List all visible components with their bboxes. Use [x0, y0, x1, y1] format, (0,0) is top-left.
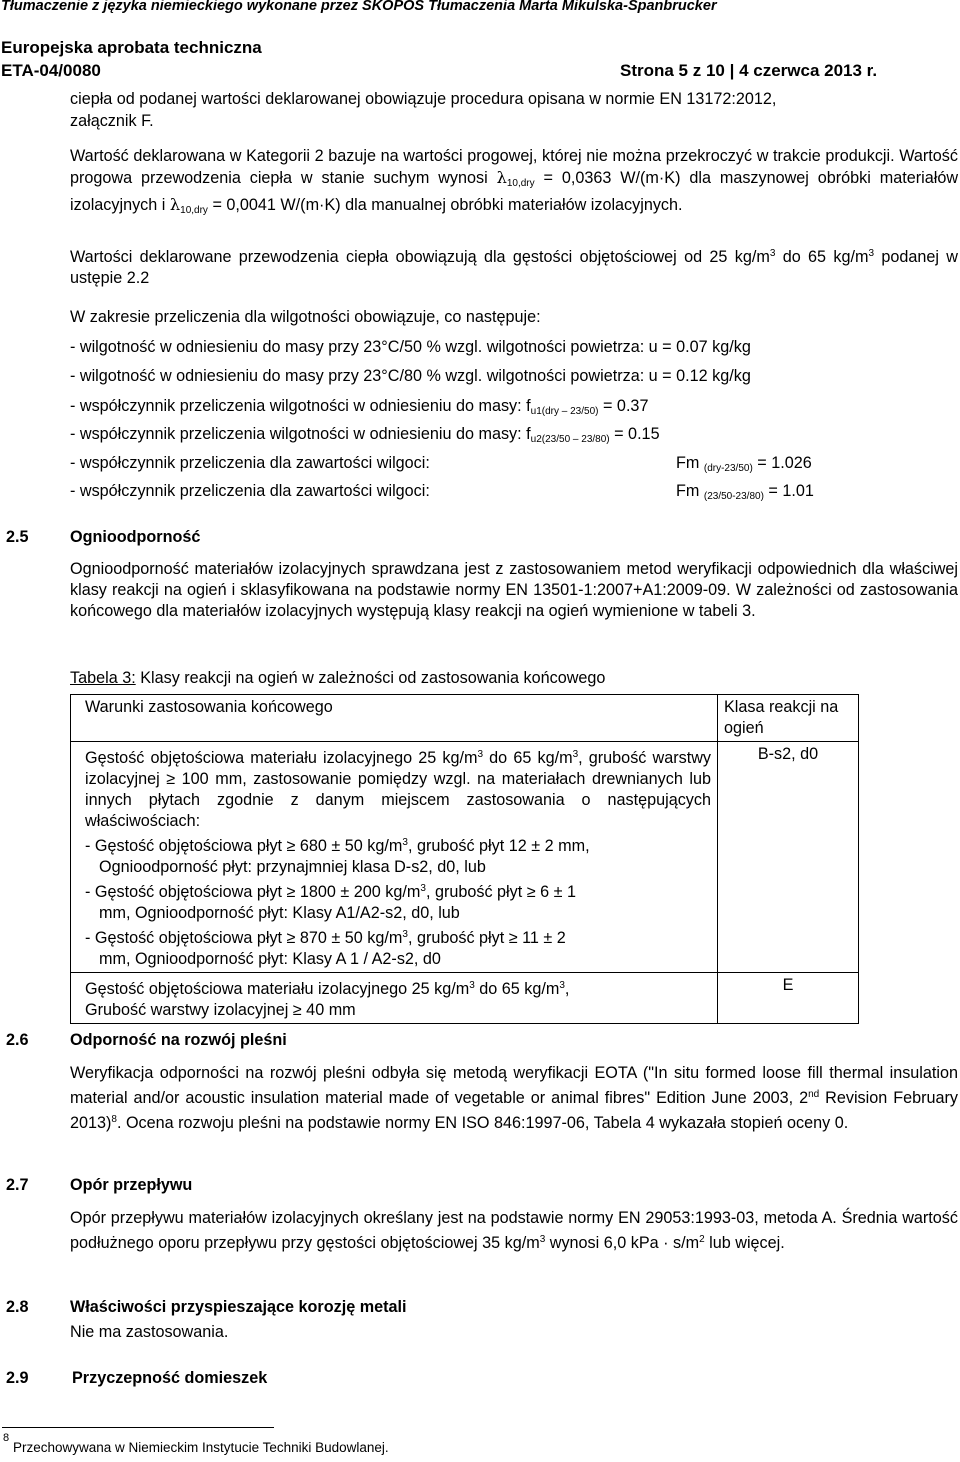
section-2-8-body: Nie ma zastosowania. [70, 1323, 229, 1341]
section-2-5-body: Ognioodporność materiałów izolacyjnych sprawdzana jest z zastosowaniem metod weryfikacji odpowiednich dla właściwej klasy reakcji na ogień i sklasyfikowana na podstawie normy EN 13501-1:2007+A1:2009-09. W zależności od zastosowania końcowego dla materiałów izolacyjnych występują klasy reakcji na ogień wymienione w tabeli 3. [70, 560, 958, 620]
document-number: ETA-04/0080 [1, 61, 101, 80]
section-2-6-number: 2.6 [6, 1031, 29, 1049]
declared-values-paragraph: Wartości deklarowane przewodzenia ciepła obowiązują dla gęstości objętościowej od 25 $kg/m^3$ do 65 $kg/m^3$ podanej w ustępie 2.2 [70, 248, 958, 287]
content-factor-2-value: Fm $_{(23/50-23/80)}$ = 1.01 [676, 482, 814, 502]
section-2-7-body: Opór przepływu materiałów izolacyjnych określany jest na podstawie normy EN 29053:1993-03, metoda A. Średnia wartość podłużnego oporu przepływu przy gęstości objętościowej 35 $kg/m^3$ wynosi 6,0 kPa · $s/m^2$ lub więcej. [70, 1209, 958, 1252]
moisture-line-2: - wilgotność w odniesieniu do masy przy 23°C/80 % wzgl. wilgotności powietrza: u = 0.12 kg/kg [70, 367, 751, 385]
section-2-7-title: Opór przepływu [70, 1176, 193, 1194]
table-3-caption: Tabela 3: Klasy reakcji na ogień w zależności od zastosowania końcowego [70, 669, 606, 687]
conversion-intro: W zakresie przeliczenia dla wilgotności obowiązuje, co następuje: [70, 308, 541, 326]
footnote-text: Przechowywana w Niemieckim Instytucie Techniki Budowlanej. [13, 1440, 389, 1455]
table-row [71, 973, 859, 1024]
footnote-number: 8 [3, 1432, 10, 1444]
moisture-line-1: - wilgotność w odniesieniu do masy przy 23°C/50 % wzgl. wilgotności powietrza: u = 0.07 kg/kg [70, 338, 751, 356]
table-header-conditions: Warunki zastosowania końcowego [71, 695, 718, 742]
section-2-9-number: 2.9 [6, 1369, 29, 1387]
factor-line-1: - współczynnik przeliczenia wilgotności w odniesieniu do masy: $f_{u1(dry - 23/50)} = 0.37$ [70, 397, 649, 417]
page-info: Strona 5 z 10 | 4 czerwca 2013 r. [620, 61, 878, 80]
content-factor-1-value: Fm $_{(dry-23/50)}$ = 1.026 [676, 454, 812, 474]
fire-class-table [70, 694, 859, 1024]
intro-line-2: załącznik F. [70, 112, 154, 130]
section-2-8-title: Właściwości przyspieszające korozję metali [70, 1298, 407, 1316]
section-2-5-title: Ognioodporność [70, 528, 201, 546]
table-row [71, 742, 859, 973]
table-cell-class-1: B-s2, d0 [718, 742, 859, 973]
category-2-paragraph: Wartość deklarowana w Kategorii 2 bazuje na wartości progowej, której nie można przekroczyć w trakcie produkcji. Wartość progowa przewodzenia ciepła w stanie suchym wynosi $\lambda_{10,dry} = 0,0363$ W/(m·K) dla maszynowej obróbki materiałów izolacyjnych i $\lambda_{10,dry} = 0,0041$ W/(m·K) dla manualnej obróbki materiałów izolacyjnych. [70, 147, 959, 216]
section-2-7-number: 2.7 [6, 1176, 29, 1194]
document-title: Europejska aprobata techniczna [1, 38, 262, 57]
footnote-separator [2, 1427, 274, 1428]
factor-line-2: - współczynnik przeliczenia wilgotności w odniesieniu do masy: $f_{u2(23/50 - 23/80)} = 0.15$ [70, 425, 660, 445]
section-2-9-title: Przyczepność domieszek [72, 1369, 268, 1387]
section-2-6-body: Weryfikacja odporności na rozwój pleśni odbyła się metodą weryfikacji EOTA ("In situ formed loose fill thermal insulation material and/or acoustic insulation material made of vegetable or animal fibres" Edition June 2003, 2nd Revision February 2013)$^8$. Ocena rozwoju pleśni na podstawie normy EN ISO 846:1997-06, Tabela 4 wykazała stopień oceny 0. [70, 1064, 958, 1132]
content-factor-1-label: - współczynnik przeliczenia dla zawartości wilgoci: [70, 454, 430, 472]
section-2-5-number: 2.5 [6, 528, 29, 546]
content-factor-2-label: - współczynnik przeliczenia dla zawartości wilgoci: [70, 482, 430, 500]
table-cell-conditions-2: Gęstość objętościowa materiału izolacyjnego 25 $kg/m^3$ do 65 $kg/m^3$, Grubość warstwy izolacyjnej ≥ 40 mm [71, 973, 718, 1024]
section-2-8-number: 2.8 [6, 1298, 29, 1316]
table-cell-conditions-1: Gęstość objętościowa materiału izolacyjnego 25 $kg/m^3$ do 65 $kg/m^3$, grubość warstwy izolacyjnej ≥ 100 mm, zastosowanie pomiędzy wzgl. na materiałach drewnianych lub innych płytach zgodnie z danym miejscem zastosowania o następujących właściwościach: - Gęstość objętościowa płyt ≥ 680 ± 50 $kg/m^3$, grubość płyt 12 ± 2 mm, Ognioodporność płyt: przynajmniej klasa D-s2, d0, lub - Gęstość objętościowa płyt ≥ 1800 ± 200 $kg/m^3$, grubość płyt ≥ 6 ± 1 mm, Ognioodporność płyt: Klasy A1/A2-s2, d0, lub - Gęstość objętościowa płyt ≥ 870 ± 50 $kg/m^3$, grubość płyt ≥ 11 ± 2 mm, Ognioodporność płyt: Klasy A 1 / A2-s2, d0 [71, 742, 718, 973]
section-2-6-title: Odporność na rozwój pleśni [70, 1031, 287, 1049]
table-header-row [71, 695, 859, 742]
intro-line-1: ciepła od podanej wartości deklarowanej obowiązuje procedura opisana w normie EN 13172:2012, [70, 90, 777, 108]
translator-note: Tłumaczenie z języka niemieckiego wykonane przez SKOPOS Tłumaczenia Marta Mikulska-Spanbrucker [1, 0, 717, 14]
table-cell-class-2: E [718, 973, 859, 1024]
table-header-class: Klasa reakcji na ogień [718, 695, 859, 742]
